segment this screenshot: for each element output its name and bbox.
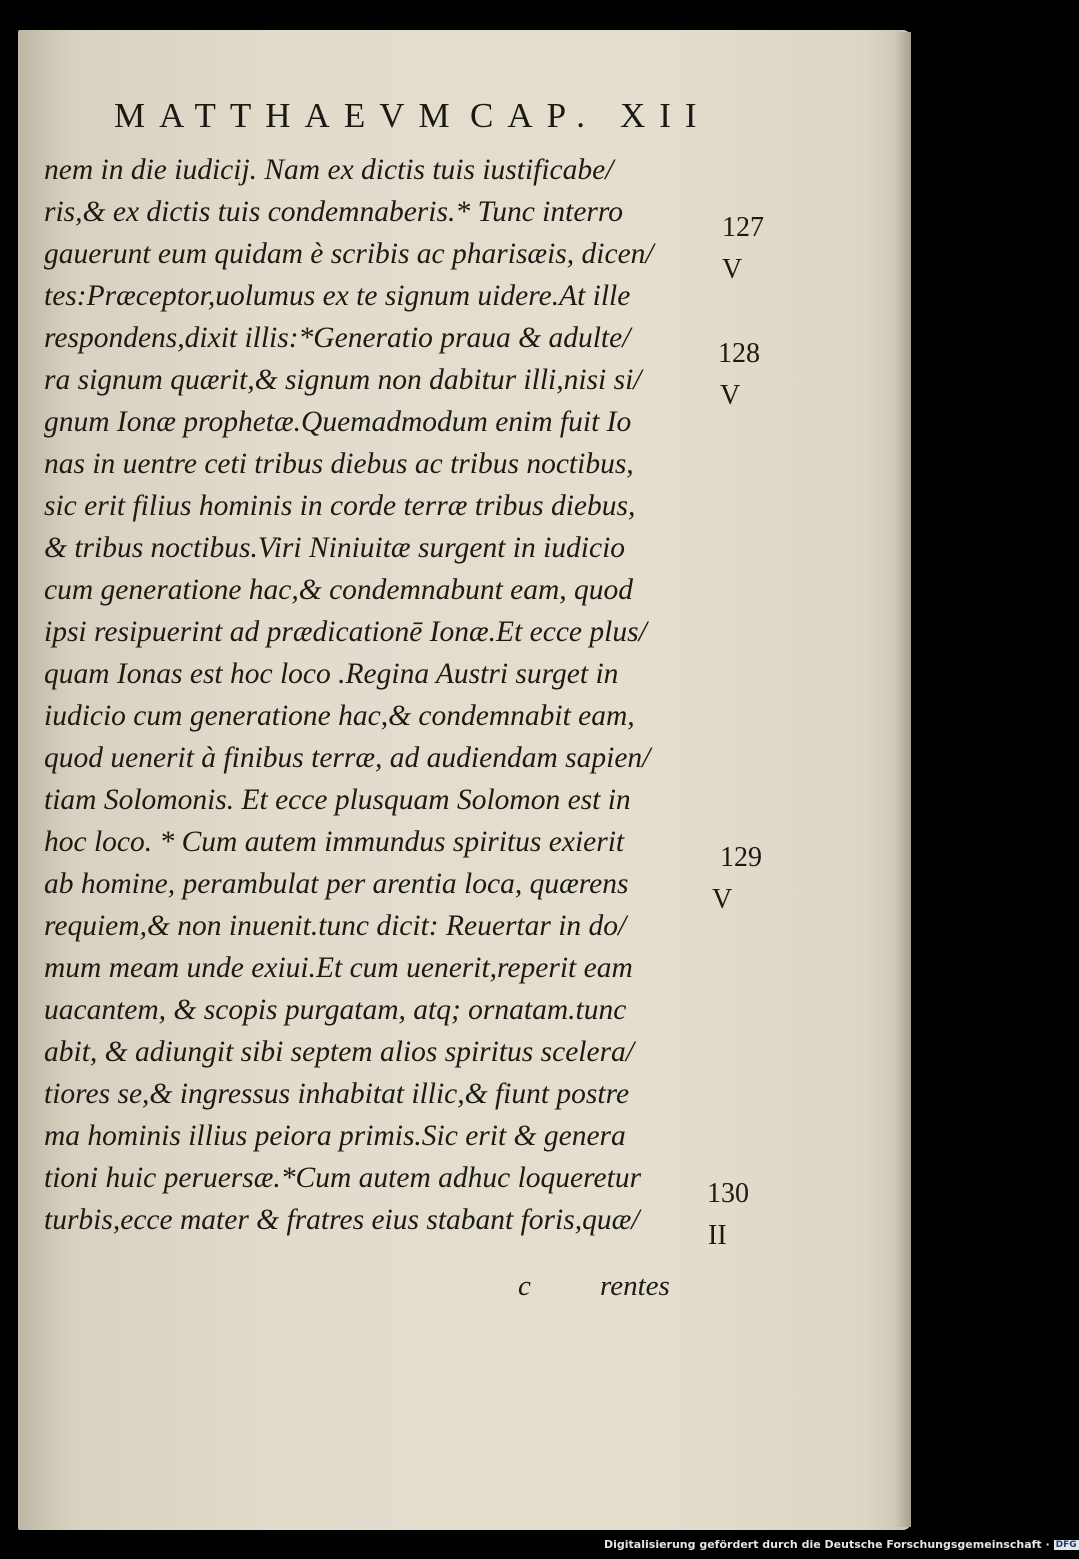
footer-text: Digitalisierung gefördert durch die Deutsche Forschungsgemeinschaft ·	[604, 1538, 1050, 1551]
text-line: quod uenerit à finibus terræ, ad audiendam sapien/	[44, 742, 651, 774]
section-mark: V	[722, 254, 743, 285]
section-mark: V	[720, 380, 741, 411]
verse-number: 128	[718, 338, 760, 369]
text-line: gnum Ionæ prophetæ.Quemadmodum enim fuit Io	[44, 406, 632, 438]
text-line: tes:Præceptor,uolumus ex te signum uidere.At ille	[44, 280, 631, 312]
running-head-left: MATTHAEVM	[114, 96, 464, 135]
running-head-right: XII	[620, 96, 711, 135]
text-line: abit, & adiungit sibi septem alios spiritus scelera/	[44, 1036, 634, 1068]
text-line: requiem,& non inuenit.tunc dicit: Reuertar in do/	[44, 910, 627, 942]
text-line: iudicio cum generatione hac,& condemnabit eam,	[44, 700, 635, 732]
text-line: tiam Solomonis. Et ecce plusquam Solomon est in	[44, 784, 631, 816]
text-line: nem in die iudicij. Nam ex dictis tuis iustificabe/	[44, 154, 614, 186]
text-line: gauerunt eum quidam è scribis ac pharisæis, dicen/	[44, 238, 654, 270]
running-head	[80, 96, 720, 146]
verse-number: 130	[707, 1178, 749, 1209]
text-line: tiores se,& ingressus inhabitat illic,& fiunt postre	[44, 1078, 630, 1110]
text-line: ris,& ex dictis tuis condemnaberis.* Tunc interro	[44, 196, 624, 228]
text-line: uacantem, & scopis purgatam, atq; ornatam.tunc	[44, 994, 627, 1026]
text-line: ipsi resipuerint ad prædicationē Ionæ.Et ecce plus/	[44, 616, 647, 648]
text-line: tioni huic peruersæ.*Cum autem adhuc loqueretur	[44, 1162, 642, 1194]
text-line: sic erit filius hominis in corde terræ tribus diebus,	[44, 490, 636, 522]
text-line: ra signum quærit,& signum non dabitur illi,nisi si/	[44, 364, 642, 396]
section-mark: II	[708, 1220, 727, 1251]
text-line: hoc loco. * Cum autem immundus spiritus exierit	[44, 826, 625, 858]
signature-mark: c	[518, 1270, 531, 1302]
section-mark: V	[712, 884, 733, 915]
text-line: & tribus noctibus.Viri Niniuitæ surgent in iudicio	[44, 532, 626, 564]
running-head-middle: CAP.	[470, 96, 599, 135]
text-line: turbis,ecce mater & fratres eius stabant foris,quæ/	[44, 1204, 640, 1236]
text-line: quam Ionas est hoc loco .Regina Austri surget in	[44, 658, 619, 690]
text-line: respondens,dixit illis:*Generatio praua & adulte/	[44, 322, 631, 354]
verse-number: 129	[720, 842, 762, 873]
text-line: nas in uentre ceti tribus diebus ac tribus noctibus,	[44, 448, 634, 480]
verse-number: 127	[722, 212, 764, 243]
catchword: rentes	[600, 1270, 670, 1302]
dfg-logo: DFG	[1055, 1540, 1077, 1550]
digitization-credit	[604, 1538, 1077, 1556]
text-line: mum meam unde exiui.Et cum uenerit,reperit eam	[44, 952, 633, 984]
text-line: cum generatione hac,& condemnabunt eam, quod	[44, 574, 634, 606]
text-line: ma hominis illius peiora primis.Sic erit & genera	[44, 1120, 626, 1152]
text-line: ab homine, perambulat per arentia loca, quærens	[44, 868, 629, 900]
page-edge	[895, 32, 911, 1527]
